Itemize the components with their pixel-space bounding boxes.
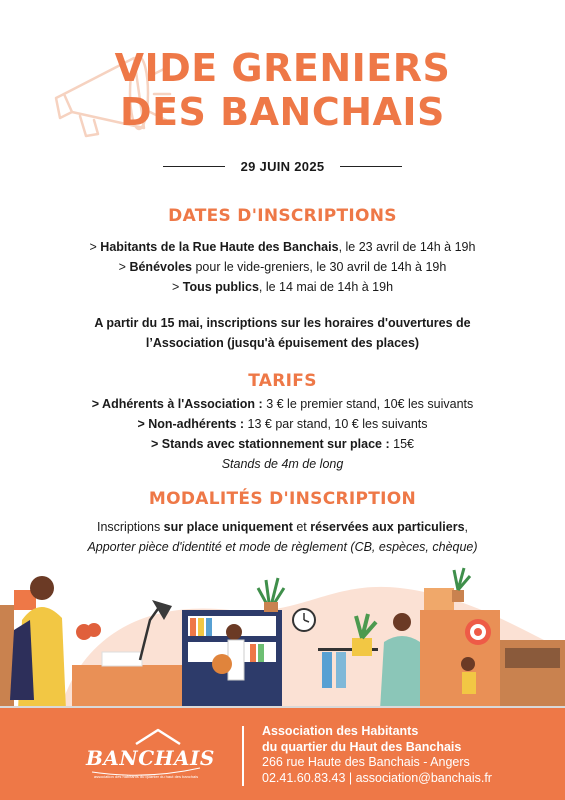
logo-subtitle: association des habitants du quartier du haut des banchais (93, 774, 199, 779)
section-title-modalites: MODALITÉS D'INSCRIPTION (148, 489, 417, 509)
modalites-text: Inscriptions sur place uniquement et réservées aux particuliers, Apporter pièce d'identité et mode de règlement (CB, espèces, chèque) (87, 520, 478, 554)
page-title (0, 46, 565, 134)
inscription-dates (0, 237, 565, 297)
logo-text: BANCHAIS (86, 746, 215, 770)
title-line-2: DES BANCHAIS (120, 90, 445, 134)
divider-left (163, 166, 225, 168)
org-name-line-1: Association des Habitants (262, 724, 419, 738)
footer (0, 708, 565, 800)
tarif-line: > Non-adhérents : 13 € par stand, 10 € les suivants (137, 417, 428, 431)
inscription-line: > Habitants de la Rue Haute des Banchais, le 23 avril de 14h à 19h (89, 240, 476, 254)
event-date-row (0, 159, 565, 174)
org-contact: 02.41.60.83.43 | association@banchais.fr (262, 770, 492, 785)
footer-divider (242, 726, 244, 786)
title-line-1: VIDE GRENIERS (114, 46, 451, 90)
org-name-line-2: du quartier du Haut des Banchais (262, 739, 462, 754)
inscription-line: > Tous publics, le 14 mai de 14h à 19h (171, 280, 394, 294)
inscription-line: > Bénévoles pour le vide-greniers, le 30 avril de 14h à 19h (118, 260, 447, 274)
tarif-line: > Stands avec stationnement sur place : 15€ (151, 437, 414, 451)
inscription-note: A partir du 15 mai, inscriptions sur les horaires d'ouvertures de l’Association (jusqu'à épuisement des places) (94, 316, 471, 350)
event-date: 29 JUIN 2025 (240, 159, 325, 174)
section-title-tarifs: TARIFS (248, 371, 317, 391)
tarif-note: Stands de 4m de long (221, 457, 344, 471)
org-address: 266 rue Haute des Banchais - Angers (262, 755, 470, 769)
tarifs-list (0, 394, 565, 474)
tarif-line: > Adhérents à l'Association : 3 € le premier stand, 10€ les suivants (91, 397, 474, 411)
footer-contact-info (262, 724, 492, 786)
banchais-logo (86, 722, 215, 786)
flea-market-illustration (0, 560, 565, 710)
section-title-inscriptions: DATES D'INSCRIPTIONS (168, 206, 397, 226)
divider-right (340, 166, 402, 168)
